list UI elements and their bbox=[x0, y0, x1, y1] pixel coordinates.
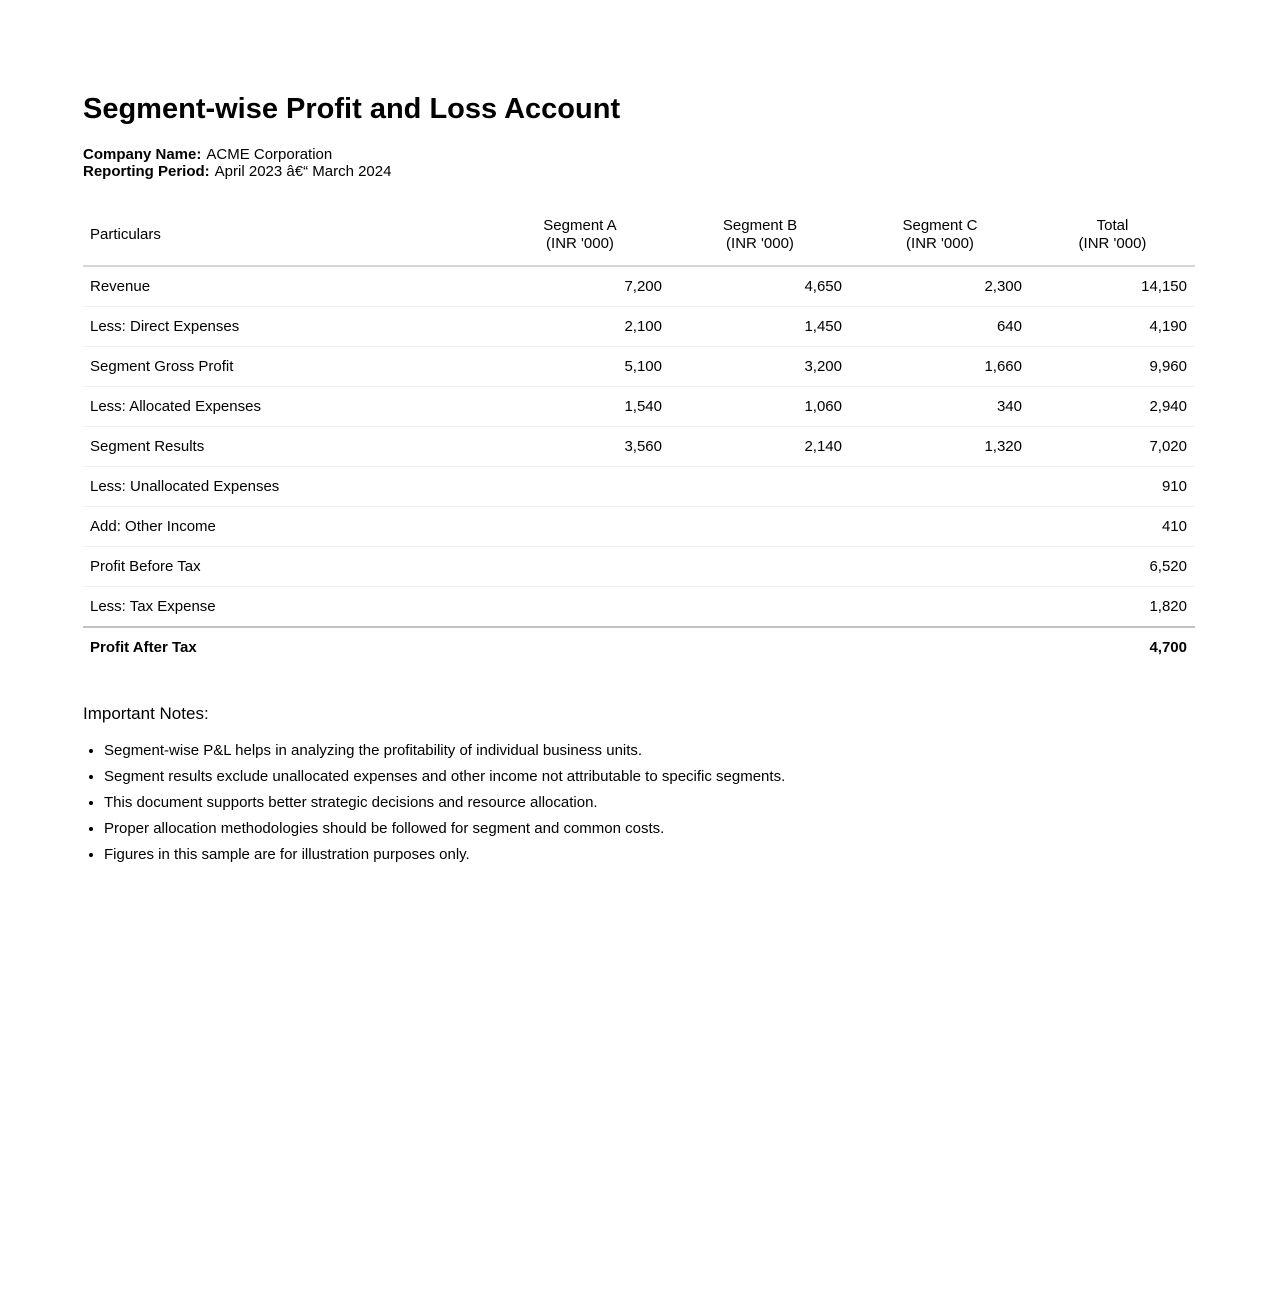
column-label: Segment C bbox=[902, 217, 978, 234]
row-label: Segment Results bbox=[83, 427, 490, 467]
notes-heading: Important Notes: bbox=[83, 704, 209, 723]
cell-segment-c: 2,300 bbox=[850, 266, 1030, 307]
cell-segment-b: 2,140 bbox=[670, 427, 850, 467]
column-header-segment-b bbox=[670, 211, 850, 266]
cell-segment-c bbox=[850, 507, 1030, 547]
cell-segment-c bbox=[850, 467, 1030, 507]
cell-segment-a bbox=[490, 547, 670, 587]
cell-total: 910 bbox=[1030, 467, 1195, 507]
pnl-table bbox=[83, 211, 1195, 667]
page-title: Segment-wise Profit and Loss Account bbox=[83, 93, 621, 125]
column-unit: (INR '000) bbox=[1078, 235, 1147, 252]
cell-segment-a bbox=[490, 627, 670, 667]
cell-segment-a bbox=[490, 587, 670, 628]
column-label: Segment B bbox=[722, 217, 798, 234]
column-unit: (INR '000) bbox=[906, 235, 974, 252]
note-item: • Proper allocation methodologies should be followed for segment and common costs. bbox=[104, 821, 1195, 837]
cell-segment-a: 1,540 bbox=[490, 387, 670, 427]
cell-segment-b bbox=[670, 547, 850, 587]
column-unit: (INR '000) bbox=[726, 235, 794, 252]
column-header-total bbox=[1030, 211, 1195, 266]
column-label: Segment A bbox=[543, 217, 617, 234]
cell-segment-b bbox=[670, 467, 850, 507]
cell-segment-b bbox=[670, 507, 850, 547]
cell-segment-c: 1,660 bbox=[850, 347, 1030, 387]
column-header-particulars: Particulars bbox=[83, 211, 490, 266]
column-header-segment-c bbox=[850, 211, 1030, 266]
cell-total: 9,960 bbox=[1030, 347, 1195, 387]
company-name-value: ACME Corporation bbox=[206, 146, 333, 163]
company-name-label: Company Name: bbox=[83, 146, 202, 163]
cell-segment-b bbox=[670, 587, 850, 628]
cell-segment-b: 3,200 bbox=[670, 347, 850, 387]
reporting-period-line bbox=[83, 163, 1195, 180]
row-label: Segment Gross Profit bbox=[83, 347, 490, 387]
table-header-row bbox=[83, 211, 1195, 266]
cell-segment-a: 5,100 bbox=[490, 347, 670, 387]
row-label: Less: Direct Expenses bbox=[83, 307, 490, 347]
cell-total: 6,520 bbox=[1030, 547, 1195, 587]
row-label: Profit After Tax bbox=[83, 627, 490, 667]
cell-segment-a: 3,560 bbox=[490, 427, 670, 467]
cell-total: 2,940 bbox=[1030, 387, 1195, 427]
cell-segment-b: 1,450 bbox=[670, 307, 850, 347]
column-unit: (INR '000) bbox=[546, 235, 614, 252]
cell-segment-c: 340 bbox=[850, 387, 1030, 427]
table-row-profit-after-tax bbox=[83, 627, 1195, 667]
table-row-gross-profit bbox=[83, 347, 1195, 387]
row-label: Less: Tax Expense bbox=[83, 587, 490, 628]
cell-segment-b: 4,650 bbox=[670, 266, 850, 307]
table-row-direct-expenses bbox=[83, 307, 1195, 347]
cell-segment-b: 1,060 bbox=[670, 387, 850, 427]
cell-segment-a bbox=[490, 467, 670, 507]
column-header-segment-a bbox=[490, 211, 670, 266]
table-row-revenue bbox=[83, 266, 1195, 307]
row-label: Less: Allocated Expenses bbox=[83, 387, 490, 427]
table-row-tax-expense bbox=[83, 587, 1195, 628]
note-item: • Figures in this sample are for illustration purposes only. bbox=[104, 847, 1195, 863]
cell-total: 410 bbox=[1030, 507, 1195, 547]
notes-list bbox=[83, 743, 1195, 863]
company-name-line bbox=[83, 146, 1195, 163]
column-label: Total bbox=[1096, 217, 1129, 234]
table-row-allocated-expenses bbox=[83, 387, 1195, 427]
cell-segment-b bbox=[670, 627, 850, 667]
cell-segment-c: 640 bbox=[850, 307, 1030, 347]
row-label: Profit Before Tax bbox=[83, 547, 490, 587]
cell-segment-c bbox=[850, 627, 1030, 667]
cell-segment-a bbox=[490, 507, 670, 547]
cell-segment-c bbox=[850, 587, 1030, 628]
table-row-profit-before-tax bbox=[83, 547, 1195, 587]
cell-total: 4,700 bbox=[1030, 627, 1195, 667]
cell-segment-c bbox=[850, 547, 1030, 587]
cell-segment-a: 7,200 bbox=[490, 266, 670, 307]
cell-total: 7,020 bbox=[1030, 427, 1195, 467]
cell-segment-c: 1,320 bbox=[850, 427, 1030, 467]
note-item: • Segment-wise P&L helps in analyzing the profitability of individual business units. bbox=[104, 743, 1195, 759]
row-label: Add: Other Income bbox=[83, 507, 490, 547]
table-row-unallocated-expenses bbox=[83, 467, 1195, 507]
reporting-period-value: April 2023 â€“ March 2024 bbox=[214, 163, 392, 180]
note-item: • Segment results exclude unallocated expenses and other income not attributable to specific segments. bbox=[104, 769, 1195, 785]
row-label: Less: Unallocated Expenses bbox=[83, 467, 490, 507]
cell-total: 1,820 bbox=[1030, 587, 1195, 628]
table-row-other-income bbox=[83, 507, 1195, 547]
cell-total: 4,190 bbox=[1030, 307, 1195, 347]
reporting-period-label: Reporting Period: bbox=[83, 163, 210, 180]
note-item: • This document supports better strategic decisions and resource allocation. bbox=[104, 795, 1195, 811]
table-row-segment-results bbox=[83, 427, 1195, 467]
row-label: Revenue bbox=[83, 266, 490, 307]
cell-total: 14,150 bbox=[1030, 266, 1195, 307]
cell-segment-a: 2,100 bbox=[490, 307, 670, 347]
